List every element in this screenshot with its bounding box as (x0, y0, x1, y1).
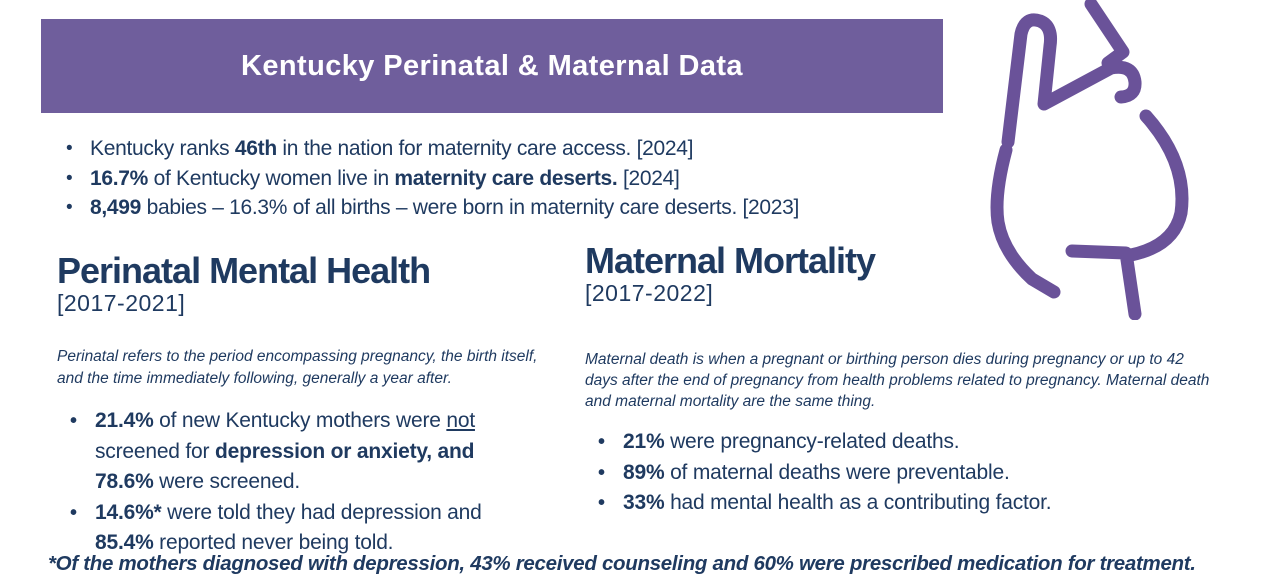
list-item: • 8,499 babies – 16.3% of all births – were born in maternity care deserts. [2023] (62, 193, 1002, 223)
title-banner (41, 19, 943, 113)
section-description: Perinatal refers to the period encompassing pregnancy, the birth itself, and the time immediately following, generally a year after. (57, 348, 538, 387)
section-period: [2017-2022] (585, 280, 714, 306)
maternal-mortality-section (585, 242, 1225, 519)
perinatal-bullet-list (57, 406, 535, 559)
list-item: • 21.4% of new Kentucky mothers were not screened for depression or anxiety, and 78.6% were screened. (57, 406, 535, 498)
section-period: [2017-2021] (57, 290, 186, 316)
page-title: Kentucky Perinatal & Maternal Data (241, 49, 743, 82)
figure-belly-line (1131, 116, 1182, 255)
section-title-perinatal: Perinatal Mental Health (57, 250, 431, 291)
mortality-bullet-list (585, 427, 1205, 519)
list-item: • 33% had mental health as a contributing factor. (585, 488, 1205, 519)
section-title-mortality: Maternal Mortality (585, 240, 876, 281)
intro-bullet-list (62, 134, 1002, 223)
list-item: • 14.6%* were told they had depression and 85.4% reported never being told. (57, 498, 535, 559)
list-item: • 89% of maternal deaths were preventable. (585, 458, 1205, 489)
figure-face-line (1091, 4, 1123, 63)
list-item: • 16.7% of Kentucky women live in maternity care deserts. [2024] (62, 164, 1002, 194)
footnote: *Of the mothers diagnosed with depression, 43% received counseling and 60% were prescribed medication for treatment. (48, 552, 1196, 575)
perinatal-mental-health-section (57, 252, 562, 559)
section-description: Maternal death is when a pregnant or birthing person dies during pregnancy or up to 42 days after the end of pregnancy from health problems related to pregnancy. Maternal death and maternal mortality are the same thing. (585, 351, 1210, 410)
list-item: • Kentucky ranks 46th in the nation for maternity care access. [2024] (62, 134, 1002, 164)
list-item: • 21% were pregnancy-related deaths. (585, 427, 1205, 458)
